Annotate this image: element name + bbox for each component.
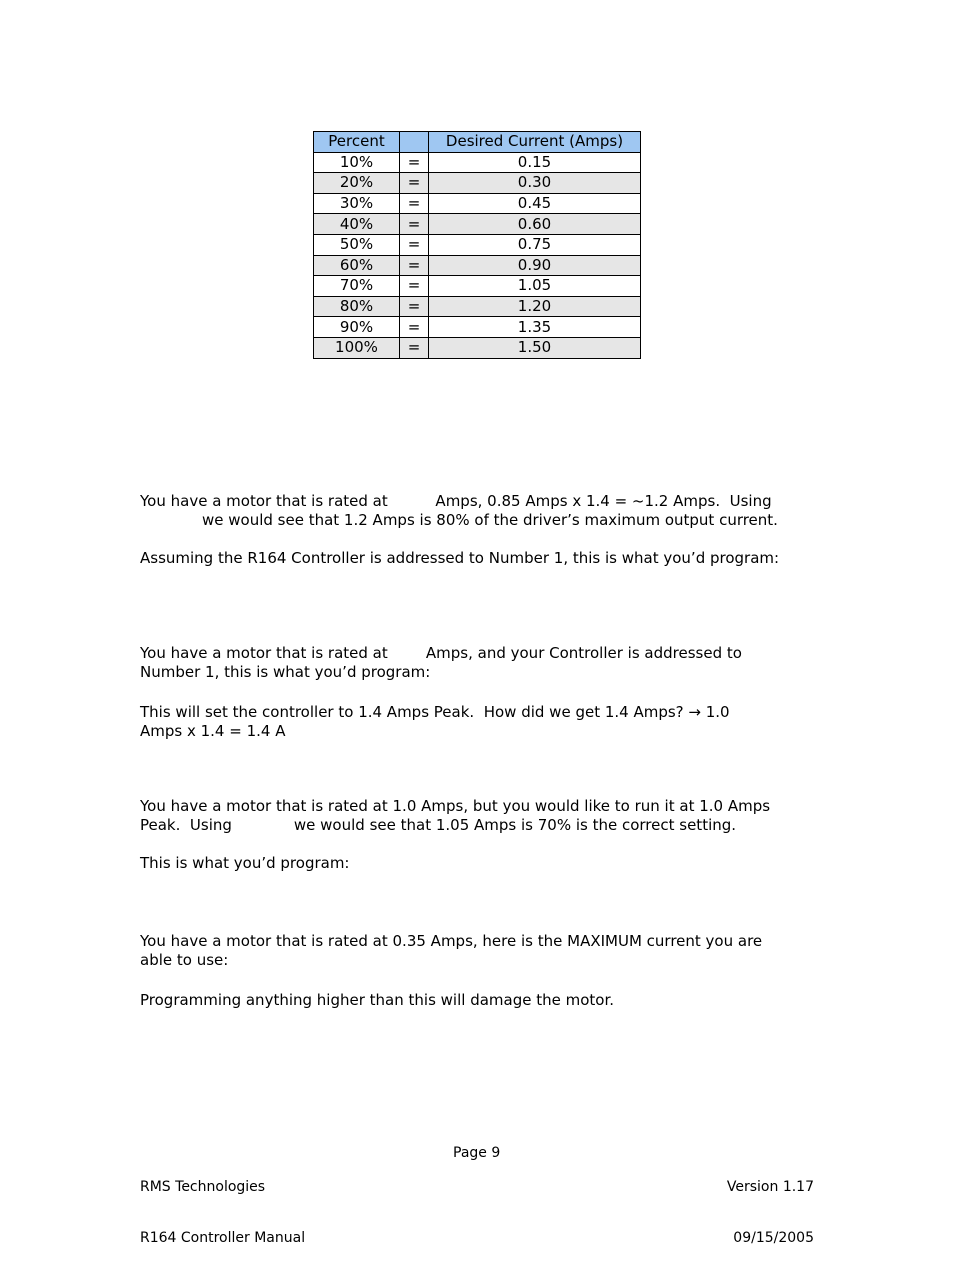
example4-line2: able to use: xyxy=(140,951,229,969)
cell-percent: 70% xyxy=(314,276,400,297)
example4-line3: Programming anything higher than this will damage the motor. xyxy=(140,991,615,1009)
table-row xyxy=(314,234,641,255)
cell-equals: = xyxy=(400,234,429,255)
footer-company: RMS Technologies xyxy=(140,1179,266,1195)
table-row xyxy=(314,317,641,338)
cell-equals: = xyxy=(400,296,429,317)
cell-equals: = xyxy=(400,276,429,297)
example1-line1: You have a motor that is rated at Amps, 0.85 Amps x 1.4 = ~1.2 Amps. Using xyxy=(140,492,772,510)
header-desired-current: Desired Current (Amps) xyxy=(429,132,641,153)
footer-version: Version 1.17 xyxy=(726,1179,814,1195)
cell-current: 0.15 xyxy=(429,152,641,173)
cell-current: 0.45 xyxy=(429,193,641,214)
example2-line3: This will set the controller to 1.4 Amps Peak. How did we get 1.4 Amps? → 1.0 xyxy=(140,703,730,721)
header-percent: Percent xyxy=(314,132,400,153)
cell-current: 0.90 xyxy=(429,255,641,276)
cell-equals: = xyxy=(400,214,429,235)
example1-line3: Assuming the R164 Controller is addressed to Number 1, this is what you’d program: xyxy=(140,549,780,567)
cell-current: 0.75 xyxy=(429,234,641,255)
table-row xyxy=(314,214,641,235)
cell-percent: 100% xyxy=(314,337,400,358)
example1-line2: we would see that 1.2 Amps is 80% of the driver’s maximum output current. xyxy=(140,511,778,529)
cell-percent: 90% xyxy=(314,317,400,338)
example3-line1: You have a motor that is rated at 1.0 Amps, but you would like to run it at 1.0 Amps xyxy=(140,797,771,815)
example2-line2: Number 1, this is what you’d program: xyxy=(140,663,431,681)
cell-percent: 80% xyxy=(314,296,400,317)
table-row xyxy=(314,193,641,214)
example2-line1: You have a motor that is rated at Amps, and your Controller is addressed to xyxy=(140,644,742,662)
cell-equals: = xyxy=(400,173,429,194)
cell-percent: 10% xyxy=(314,152,400,173)
header-equals xyxy=(400,132,429,153)
cell-percent: 40% xyxy=(314,214,400,235)
cell-current: 1.35 xyxy=(429,317,641,338)
footer-left xyxy=(140,1145,305,1264)
cell-percent: 60% xyxy=(314,255,400,276)
cell-equals: = xyxy=(400,152,429,173)
table-row xyxy=(314,276,641,297)
cell-percent: 50% xyxy=(314,234,400,255)
example4-line1: You have a motor that is rated at 0.35 Amps, here is the MAXIMUM current you are xyxy=(140,932,763,950)
table-header-row xyxy=(314,132,641,153)
cell-equals: = xyxy=(400,193,429,214)
cell-current: 1.05 xyxy=(429,276,641,297)
example3-line3: This is what you’d program: xyxy=(140,854,350,872)
example3-line2: Peak. Using we would see that 1.05 Amps is 70% is the correct setting. xyxy=(140,816,737,834)
table-row xyxy=(314,296,641,317)
cell-current: 1.20 xyxy=(429,296,641,317)
cell-current: 1.50 xyxy=(429,337,641,358)
table-body xyxy=(314,152,641,358)
footer-right xyxy=(727,1145,814,1264)
cell-percent: 30% xyxy=(314,193,400,214)
footer-date: 09/15/2005 xyxy=(733,1230,814,1246)
table-row xyxy=(314,152,641,173)
footer-page: Page 9 xyxy=(453,1145,501,1161)
cell-current: 0.60 xyxy=(429,214,641,235)
cell-equals: = xyxy=(400,255,429,276)
table-row xyxy=(314,173,641,194)
cell-equals: = xyxy=(400,337,429,358)
cell-percent: 20% xyxy=(314,173,400,194)
example2-line4: Amps x 1.4 = 1.4 A xyxy=(140,722,286,740)
cell-equals: = xyxy=(400,317,429,338)
current-table xyxy=(313,131,641,359)
cell-current: 0.30 xyxy=(429,173,641,194)
footer-manual: R164 Controller Manual xyxy=(140,1230,306,1246)
table-row xyxy=(314,255,641,276)
table-row xyxy=(314,337,641,358)
